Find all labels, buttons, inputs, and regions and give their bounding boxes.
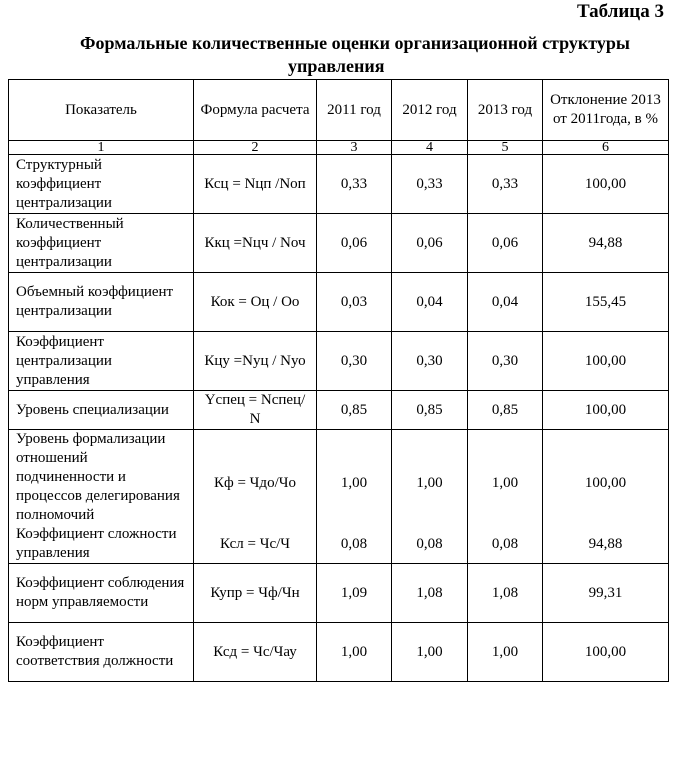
value-2012-cell (392, 430, 468, 564)
value-2012-cell: 0,04 (392, 273, 468, 332)
formula-cell: Кок = Оц / Оо (194, 273, 317, 332)
column-number: 6 (543, 141, 669, 155)
header-row (9, 80, 669, 141)
deviation-cell: 99,31 (543, 564, 669, 623)
column-number-row (9, 141, 669, 155)
value-2012-cell: 1,00 (392, 623, 468, 682)
table-row (9, 430, 669, 564)
value-2013-cell: 0,06 (468, 214, 543, 273)
value-2011-cell: 0,33 (317, 155, 392, 214)
indicator-cell: Коэффициент соответствия должности (9, 623, 194, 682)
deviation-text: 94,88 (588, 536, 623, 552)
column-number: 3 (317, 141, 392, 155)
value-2012-cell: 0,30 (392, 332, 468, 391)
column-number: 2 (194, 141, 317, 155)
indicator-cell: Структурный коэффициент централизации (9, 155, 194, 214)
deviation-text: 100,00 (584, 475, 627, 491)
value-2013-cell (468, 430, 543, 564)
value-text: 0,08 (416, 536, 443, 552)
deviation-cell: 100,00 (543, 623, 669, 682)
table-row (9, 623, 669, 682)
title-line-2: управления (288, 56, 385, 76)
table-row (9, 273, 669, 332)
header-deviation: Отклонение 2013 от 2011года, в % (543, 80, 669, 141)
deviation-cell (543, 430, 669, 564)
indicator-cell: Уровень специализации (9, 391, 194, 430)
formula-cell: Купр = Чф/Чн (194, 564, 317, 623)
deviation-cell: 94,88 (543, 214, 669, 273)
header-2013: 2013 год (468, 80, 543, 141)
value-2011-cell (317, 430, 392, 564)
formula-cell (194, 430, 317, 564)
value-2013-cell: 0,04 (468, 273, 543, 332)
formula-cell: Yспец = Nспец/ N (194, 391, 317, 430)
indicator-cell: Коэффициент соблюдения норм управляемости (9, 564, 194, 623)
deviation-cell: 155,45 (543, 273, 669, 332)
indicator-text: Уровень формализации отношений подчиненности и процессов делегирования полномочий (16, 431, 180, 523)
value-text: 0,08 (340, 536, 368, 552)
indicators-table (8, 79, 669, 682)
indicator-cell (9, 430, 194, 564)
column-number: 4 (392, 141, 468, 155)
table-row (9, 155, 669, 214)
value-2012-cell: 0,33 (392, 155, 468, 214)
header-formula: Формула расчета (194, 80, 317, 141)
indicator-cell: Объемный коэффициент централизации (9, 273, 194, 332)
value-2011-cell: 1,00 (317, 623, 392, 682)
table-row (9, 332, 669, 391)
deviation-cell: 100,00 (543, 332, 669, 391)
header-indicator: Показатель (9, 80, 194, 141)
value-2011-cell: 0,85 (317, 391, 392, 430)
formula-cell: Кцу =Nуц / Nуо (194, 332, 317, 391)
value-2013-cell: 0,33 (468, 155, 543, 214)
table-number: Таблица 3 (576, 1, 664, 22)
value-text: 1,00 (416, 475, 443, 491)
indicator-text: Коэффициент сложности управления (16, 526, 177, 561)
value-2013-cell: 0,30 (468, 332, 543, 391)
column-number: 5 (468, 141, 543, 155)
formula-text: Ксл = Чс/Ч (219, 536, 291, 552)
table-row (9, 564, 669, 623)
value-2013-cell: 1,08 (468, 564, 543, 623)
value-2011-cell: 0,30 (317, 332, 392, 391)
value-2011-cell: 1,09 (317, 564, 392, 623)
formula-cell: Ккц =Nцч / Nоч (194, 214, 317, 273)
title-line-1: Формальные количественные оценки организационной структуры (80, 33, 630, 53)
indicator-cell: Коэффициент централизации управления (9, 332, 194, 391)
formula-cell: Ксд = Чс/Чау (194, 623, 317, 682)
value-text: 0,08 (491, 536, 519, 552)
header-2012: 2012 год (392, 80, 468, 141)
formula-text: Кф = Чдо/Чо (214, 475, 296, 491)
value-2012-cell: 1,08 (392, 564, 468, 623)
indicator-cell: Количественный коэффициент централизации (9, 214, 194, 273)
value-2012-cell: 0,85 (392, 391, 468, 430)
deviation-cell: 100,00 (543, 391, 669, 430)
value-2013-cell: 0,85 (468, 391, 543, 430)
header-2011: 2011 год (317, 80, 392, 141)
table-title (80, 32, 640, 78)
column-number: 1 (9, 141, 194, 155)
table-row (9, 214, 669, 273)
value-2011-cell: 0,03 (317, 273, 392, 332)
value-2012-cell: 0,06 (392, 214, 468, 273)
value-2013-cell: 1,00 (468, 623, 543, 682)
value-text: 1,00 (491, 475, 519, 491)
value-2011-cell: 0,06 (317, 214, 392, 273)
value-text: 1,00 (340, 475, 368, 491)
deviation-cell: 100,00 (543, 155, 669, 214)
table-row (9, 391, 669, 430)
formula-cell: Ксц = Nцп /Nоп (194, 155, 317, 214)
